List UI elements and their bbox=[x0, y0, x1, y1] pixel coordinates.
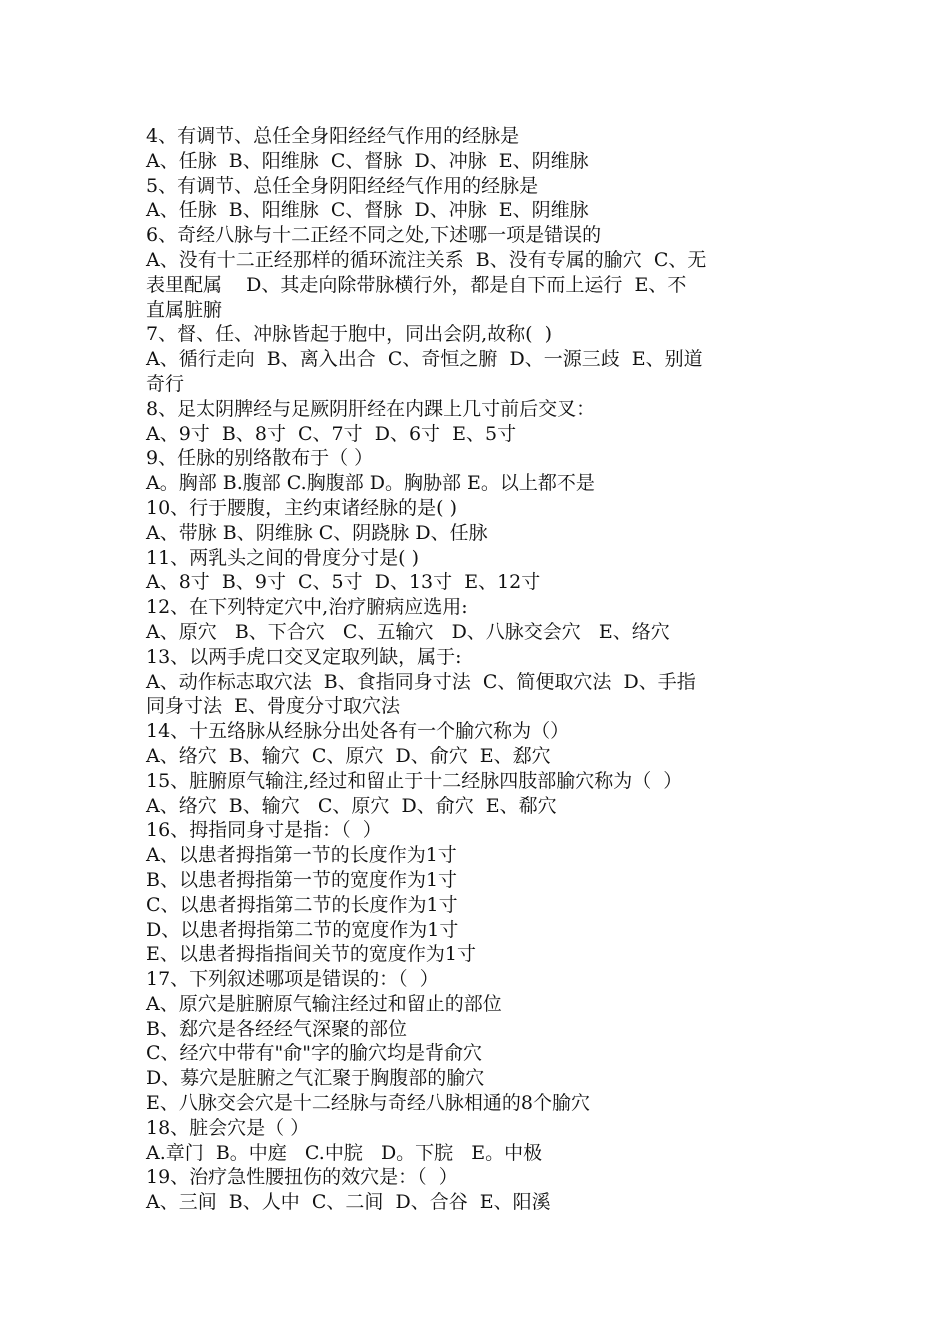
q17-option-a: A、原穴是脏腑原气输注经过和留止的部位 bbox=[146, 992, 502, 1015]
q10-options: A、带脉 B、阴维脉 C、阴跷脉 D、任脉 bbox=[146, 521, 488, 544]
q15-options: A、络穴 B、输穴 C、原穴 D、俞穴 E、郗穴 bbox=[146, 794, 557, 817]
q16-option-b: B、以患者拇指第一节的宽度作为1寸 bbox=[146, 868, 458, 891]
q14-stem: 14、十五络脉从经脉分出处各有一个腧穴称为（） bbox=[146, 720, 570, 743]
q7-options-line1: A、循行走向 B、离入出合 C、奇恒之腑 D、一源三歧 E、别道 bbox=[146, 348, 703, 371]
q12-options: A、原穴 B、下合穴 C、五输穴 D、八脉交会穴 E、络穴 bbox=[146, 620, 670, 643]
q7-stem: 7、督、任、冲脉皆起于胞中，同出会阴,故称( ) bbox=[146, 323, 553, 346]
q6-options-line2: 表里配属 D、其走向除带脉横行外，都是自下而上运行 E、不 bbox=[146, 273, 687, 296]
q17-stem: 17、下列叙述哪项是错误的：（ ） bbox=[146, 968, 439, 991]
q9-options: A。胸部 B.腹部 C.胸腹部 D。胸胁部 E。以上都不是 bbox=[146, 472, 595, 495]
q17-option-e: E、八脉交会穴是十二经脉与奇经八脉相通的8个腧穴 bbox=[146, 1092, 590, 1115]
q9-stem: 9、任脉的别络散布于（ ） bbox=[146, 447, 374, 470]
q4-options: A、任脉 B、阳维脉 C、督脉 D、冲脉 E、阴维脉 bbox=[146, 149, 589, 172]
q19-options: A、三间 B、人中 C、二间 D、合谷 E、阳溪 bbox=[146, 1191, 551, 1214]
q13-options-line1: A、动作标志取穴法 B、食指同身寸法 C、简便取穴法 D、手指 bbox=[146, 670, 696, 693]
q17-option-c: C、经穴中带有"俞"字的腧穴均是背俞穴 bbox=[146, 1042, 483, 1065]
q14-options: A、络穴 B、输穴 C、原穴 D、俞穴 E、郄穴 bbox=[146, 744, 551, 767]
q8-stem: 8、足太阴脾经与足厥阴肝经在内踝上几寸前后交叉： bbox=[146, 397, 596, 420]
q6-options-line3: 直属脏腑 bbox=[146, 298, 223, 321]
q8-options: A、9寸 B、8寸 C、7寸 D、6寸 E、5寸 bbox=[146, 422, 517, 445]
q16-option-c: C、以患者拇指第二节的长度作为1寸 bbox=[146, 893, 458, 916]
q16-option-e: E、以患者拇指指间关节的宽度作为1寸 bbox=[146, 943, 476, 966]
q11-stem: 11、两乳头之间的骨度分寸是( ) bbox=[146, 546, 420, 569]
q17-option-b: B、郄穴是各经经气深聚的部位 bbox=[146, 1017, 407, 1040]
document-page bbox=[146, 124, 826, 1215]
q10-stem: 10、行于腰腹，主约束诸经脉的是( ) bbox=[146, 496, 458, 519]
q6-options-line1: A、没有十二正经那样的循环流注关系 B、没有专属的腧穴 C、无 bbox=[146, 248, 707, 271]
q4-stem: 4、有调节、总任全身阳经经气作用的经脉是 bbox=[146, 125, 520, 147]
q18-options: A.章门 B。中庭 C.中脘 D。下脘 E。中极 bbox=[146, 1141, 543, 1164]
q12-stem: 12、在下列特定穴中,治疗腑病应选用: bbox=[146, 596, 468, 619]
q19-stem: 19、治疗急性腰扭伤的效穴是：（ ） bbox=[146, 1166, 458, 1189]
q15-stem: 15、脏腑原气输注,经过和留止于十二经脉四肢部腧穴称为（ ） bbox=[146, 769, 683, 792]
q13-options-line2: 同身寸法 E、骨度分寸取穴法 bbox=[146, 695, 400, 718]
q5-stem: 5、有调节、总任全身阴阳经经气作用的经脉是 bbox=[146, 174, 539, 197]
q16-option-a: A、以患者拇指第一节的长度作为1寸 bbox=[146, 844, 457, 867]
q18-stem: 18、脏会穴是（ ） bbox=[146, 1116, 310, 1139]
q16-option-d: D、以患者拇指第二节的宽度作为1寸 bbox=[146, 918, 459, 941]
q6-stem: 6、奇经八脉与十二正经不同之处,下述哪一项是错误的 bbox=[146, 224, 602, 247]
q11-options: A、8寸 B、9寸 C、5寸 D、13寸 E、12寸 bbox=[146, 571, 541, 594]
q5-options: A、任脉 B、阳维脉 C、督脉 D、冲脉 E、阴维脉 bbox=[146, 199, 589, 222]
q7-options-line2: 奇行 bbox=[146, 372, 185, 395]
q17-option-d: D、募穴是脏腑之气汇聚于胸腹部的腧穴 bbox=[146, 1067, 485, 1090]
q13-stem: 13、以两手虎口交叉定取列缺，属于: bbox=[146, 645, 462, 668]
q16-stem: 16、拇指同身寸是指：（ ） bbox=[146, 819, 382, 842]
